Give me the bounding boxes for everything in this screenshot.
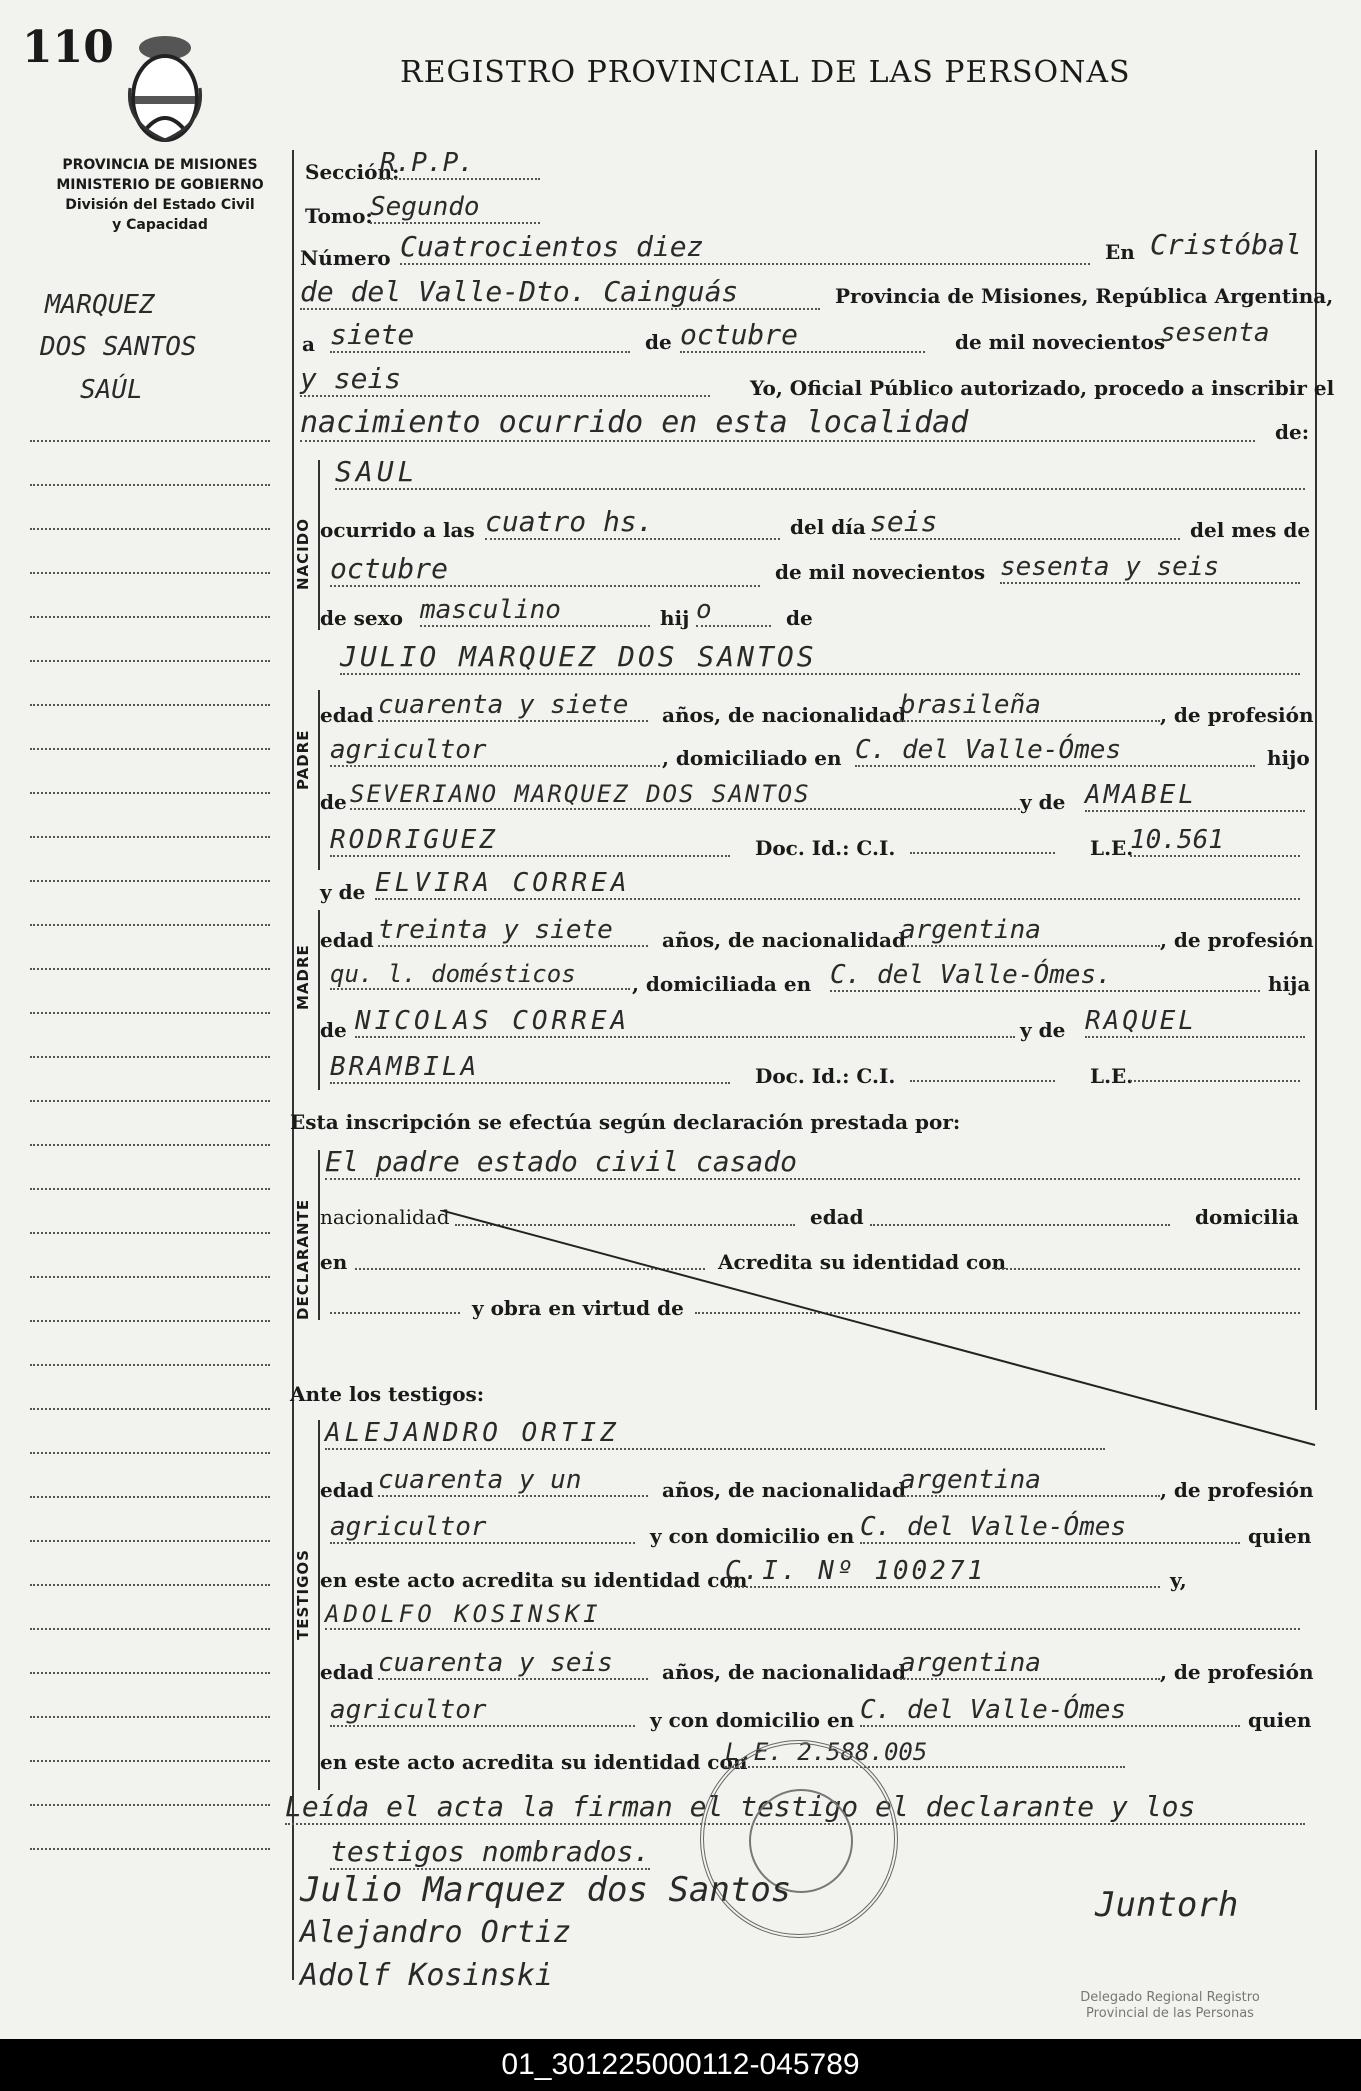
field-dia: siete (330, 318, 630, 353)
margin-ruled-line (30, 1716, 270, 1718)
field-abuela-p2: RODRIGUEZ (330, 825, 730, 857)
field-place-line: de del Valle-Dto. Cainguás (300, 275, 820, 310)
field-testigo1: ALEJANDRO ORTIZ (325, 1418, 1105, 1450)
label-a: a (302, 332, 315, 356)
margin-ruled-line (30, 748, 270, 750)
field-padre-ci (910, 852, 1055, 854)
official-stamp-line: Provincial de las Personas (1086, 2006, 1254, 2021)
label-hij: hij (660, 606, 690, 630)
field-abuelo-p: SEVERIANO MARQUEZ DOS SANTOS (350, 780, 1020, 810)
field-abuela-m2: BRAMBILA (330, 1052, 730, 1084)
signature-testigo1: Alejandro Ortiz (300, 1915, 571, 1950)
field-madre-le (1130, 1080, 1300, 1082)
margin-ruled-line (30, 1364, 270, 1366)
label-de-colon: de: (1275, 420, 1310, 444)
label-le-m: L.E. (1090, 1064, 1134, 1088)
field-dia-nac: seis (870, 505, 1180, 540)
label-numero: Número (300, 246, 391, 270)
document-title: REGISTRO PROVINCIAL DE LAS PERSONAS (400, 55, 1131, 90)
margin-ruled-line (30, 1144, 270, 1146)
margin-ruled-line (30, 1584, 270, 1586)
label-anios-nac-madre: años, de nacionalidad (662, 928, 906, 952)
field-t2-nac: argentina (900, 1648, 1160, 1680)
field-madre-edad: treinta y siete (378, 915, 648, 947)
label-y-de-m: y de (1020, 1018, 1066, 1042)
org-line: y Capacidad (112, 217, 208, 233)
field-madre-dom: C. del Valle-Ómes. (830, 960, 1260, 992)
margin-ruled-line (30, 1496, 270, 1498)
margin-ruled-line (30, 572, 270, 574)
label-de-profesion: , de profesión (1160, 703, 1314, 727)
label-edad-t1: edad (320, 1478, 374, 1502)
section-declarante: DECLARANTE (294, 1198, 312, 1320)
field-hecho: nacimiento ocurrido en esta localidad (300, 405, 1255, 442)
page-number: 110 (22, 22, 114, 73)
margin-ruled-line (30, 880, 270, 882)
margin-note: SAÚL (80, 375, 143, 405)
label-de-profesion-t2: , de profesión (1160, 1660, 1314, 1684)
label-de-sexo: de sexo (320, 606, 403, 630)
field-anio-nac: sesenta y seis (1000, 552, 1300, 584)
label-del-dia: del día (790, 515, 866, 539)
field-testigo2: ADOLFO KOSINSKI (325, 1600, 1300, 1630)
label-doc-id-m: Doc. Id.: C.I. (755, 1064, 896, 1088)
label-ante-testigos: Ante los testigos: (290, 1382, 485, 1406)
field-t1-edad: cuarenta y un (378, 1465, 648, 1497)
label-y-de: y de (1020, 790, 1066, 814)
label-acredita-acto: en este acto acredita su identidad con (320, 1568, 748, 1592)
testigos-bracket (318, 1420, 320, 1790)
field-hij-suffix: o (696, 595, 771, 627)
margin-ruled-line (30, 836, 270, 838)
margin-ruled-line (30, 1320, 270, 1322)
label-y-comma: y, (1170, 1568, 1187, 1592)
label-tomo: Tomo: (305, 204, 373, 228)
label-y-con-domicilio: y con domicilio en (650, 1524, 855, 1548)
label-le: L.E. (1090, 836, 1134, 860)
label-nacionalidad: nacionalidad (320, 1205, 450, 1229)
field-t1-prof: agricultor (330, 1512, 635, 1544)
label-y-con-domicilio-t2: y con domicilio en (650, 1708, 855, 1732)
label-del-mes: del mes de (1190, 518, 1311, 542)
section-padre: PADRE (294, 729, 312, 790)
field-en-place: Cristóbal (1150, 228, 1302, 261)
field-abuela-m1: RAQUEL (1085, 1006, 1305, 1038)
label-de-abuelo-m: de (320, 1018, 347, 1042)
field-tomo: Segundo (370, 192, 540, 224)
footer-code-bar (0, 2039, 1361, 2091)
margin-ruled-line (30, 968, 270, 970)
closing-line-2: testigos nombrados. (330, 1835, 651, 1868)
field-seccion: R.P.P. (380, 148, 540, 180)
field-padre-nombre: JULIO MARQUEZ DOS SANTOS (340, 640, 1300, 675)
field-anio-a: sesenta (1160, 318, 1270, 348)
label-y-de-madre: y de (320, 880, 366, 904)
section-testigos: TESTIGOS (294, 1549, 312, 1640)
label-quien-t2: quien (1248, 1708, 1312, 1732)
label-de-profesion-t1: , de profesión (1160, 1478, 1314, 1502)
label-domicilia: domicilia (1195, 1205, 1300, 1229)
margin-ruled-line (30, 1672, 270, 1674)
label-en: En (1105, 240, 1135, 264)
footer-code: 01_301225000112-045789 (501, 2048, 860, 2081)
label-edad-t2: edad (320, 1660, 374, 1684)
margin-note: MARQUEZ (45, 290, 155, 320)
margin-ruled-line (30, 1804, 270, 1806)
field-abuela-p1: AMABEL (1085, 780, 1305, 812)
issuing-organization (40, 155, 280, 235)
field-t1-nac: argentina (900, 1465, 1160, 1497)
section-madre: MADRE (294, 944, 312, 1010)
label-de-mil-novecientos: de mil novecientos (955, 330, 1166, 354)
field-t1-dom: C. del Valle-Ómes (860, 1512, 1240, 1544)
field-madre-nombre: ELVIRA CORREA (375, 868, 1300, 900)
label-de-abuelo: de (320, 790, 347, 814)
label-anios-nac: años, de nacionalidad (662, 703, 906, 727)
label-domiciliado-en: , domiciliado en (662, 746, 842, 770)
section-nacido: NACIDO (294, 518, 312, 590)
official-stamp-line: Delegado Regional Registro (1080, 1990, 1260, 2005)
nacido-bracket (318, 460, 320, 630)
margin-ruled-line (30, 528, 270, 530)
margin-ruled-line (30, 1408, 270, 1410)
declarante-bracket (318, 1150, 320, 1320)
label-acredita: Acredita su identidad con (718, 1250, 1007, 1274)
closing-line-1: Leída el acta la firman el testigo el declarante y los (285, 1790, 1305, 1825)
label-anios-nac-t2: años, de nacionalidad (662, 1660, 906, 1684)
label-de-profesion-madre: , de profesión (1160, 928, 1314, 952)
field-padre-prof: agricultor (330, 735, 660, 767)
org-line: MINISTERIO DE GOBIERNO (56, 177, 264, 193)
label-obra: y obra en virtud de (472, 1296, 684, 1320)
label-declaracion: Esta inscripción se efectúa según declaración prestada por: (290, 1110, 961, 1134)
label-seccion: Sección: (305, 160, 400, 184)
margin-ruled-line (30, 1760, 270, 1762)
field-padre-le: 10.561 (1130, 825, 1300, 857)
margin-ruled-line (30, 924, 270, 926)
label-hijo: hijo (1267, 746, 1310, 770)
label-anios-nac-t1: años, de nacionalidad (662, 1478, 906, 1502)
label-domiciliada-en: , domiciliada en (632, 972, 812, 996)
field-mes-nac: octubre (330, 552, 760, 587)
field-mes: octubre (680, 318, 925, 353)
field-t2-edad: cuarenta y seis (378, 1648, 648, 1680)
field-abuelo-m: NICOLAS CORREA (355, 1006, 1015, 1038)
margin-ruled-line (30, 1452, 270, 1454)
field-declarante: El padre estado civil casado (325, 1145, 1300, 1180)
org-line: PROVINCIA DE MISIONES (62, 157, 258, 173)
official-stamp (1030, 1990, 1310, 2022)
margin-ruled-line (30, 1540, 270, 1542)
margin-ruled-line (30, 1188, 270, 1190)
field-hora: cuatro hs. (485, 505, 780, 540)
field-t2-doc: L.E. 2.588.005 (725, 1738, 1125, 1768)
field-anio-b: y seis (300, 362, 710, 397)
org-line: División del Estado Civil (65, 197, 255, 213)
signature-padre: Julio Marquez dos Santos (300, 1870, 792, 1910)
field-t2-prof: agricultor (330, 1695, 635, 1727)
label-de-mil-novecientos-2: de mil novecientos (775, 560, 986, 584)
margin-ruled-line (30, 1056, 270, 1058)
label-edad: edad (320, 703, 374, 727)
field-madre-nac: argentina (900, 915, 1160, 947)
label-provincia: Provincia de Misiones, República Argentina, (835, 284, 1334, 308)
label-ocurrido: ocurrido a las (320, 518, 475, 542)
margin-ruled-line (30, 792, 270, 794)
field-t2-dom: C. del Valle-Ómes (860, 1695, 1240, 1727)
margin-ruled-line (30, 616, 270, 618)
label-doc-id: Doc. Id.: C.I. (755, 836, 896, 860)
field-padre-dom: C. del Valle-Ómes (855, 735, 1255, 767)
field-numero: Cuatrocientos diez (400, 230, 1090, 265)
signature-official: Juntorh (1095, 1885, 1239, 1925)
label-acredita-acto-t2: en este acto acredita su identidad con (320, 1750, 748, 1774)
label-de-sexo-de: de (786, 606, 813, 630)
label-edad-dec: edad (810, 1205, 864, 1229)
margin-ruled-line (30, 704, 270, 706)
margin-ruled-line (30, 1848, 270, 1850)
cancel-diagonal-line (440, 1210, 1320, 1450)
signature-testigo2: Adolf Kosinski (300, 1958, 553, 1993)
margin-note: DOS SANTOS (40, 332, 197, 362)
label-edad-madre: edad (320, 928, 374, 952)
field-padre-nac: brasileña (900, 690, 1160, 722)
field-madre-prof: qu. l. domésticos (330, 960, 630, 990)
label-de: de (645, 330, 672, 354)
label-yo-oficial: Yo, Oficial Público autorizado, procedo a inscribir el (750, 376, 1335, 400)
field-sexo: masculino (420, 595, 650, 627)
field-madre-ci (910, 1080, 1055, 1082)
field-nombre: SAUL (335, 455, 1305, 490)
margin-ruled-line (30, 1100, 270, 1102)
coat-of-arms-icon (125, 28, 205, 143)
column-divider (292, 150, 294, 1980)
label-quien: quien (1248, 1524, 1312, 1548)
label-hija: hija (1268, 972, 1311, 996)
margin-ruled-line (30, 1276, 270, 1278)
label-en-dec: en (320, 1250, 348, 1274)
margin-ruled-line (30, 660, 270, 662)
field-padre-edad: cuarenta y siete (378, 690, 648, 722)
margin-ruled-line (30, 1232, 270, 1234)
margin-ruled-line (30, 1628, 270, 1630)
margin-ruled-line (30, 440, 270, 442)
field-t1-doc: C.I. Nº 100271 (725, 1556, 1160, 1588)
margin-ruled-line (30, 484, 270, 486)
margin-ruled-line (30, 1012, 270, 1014)
